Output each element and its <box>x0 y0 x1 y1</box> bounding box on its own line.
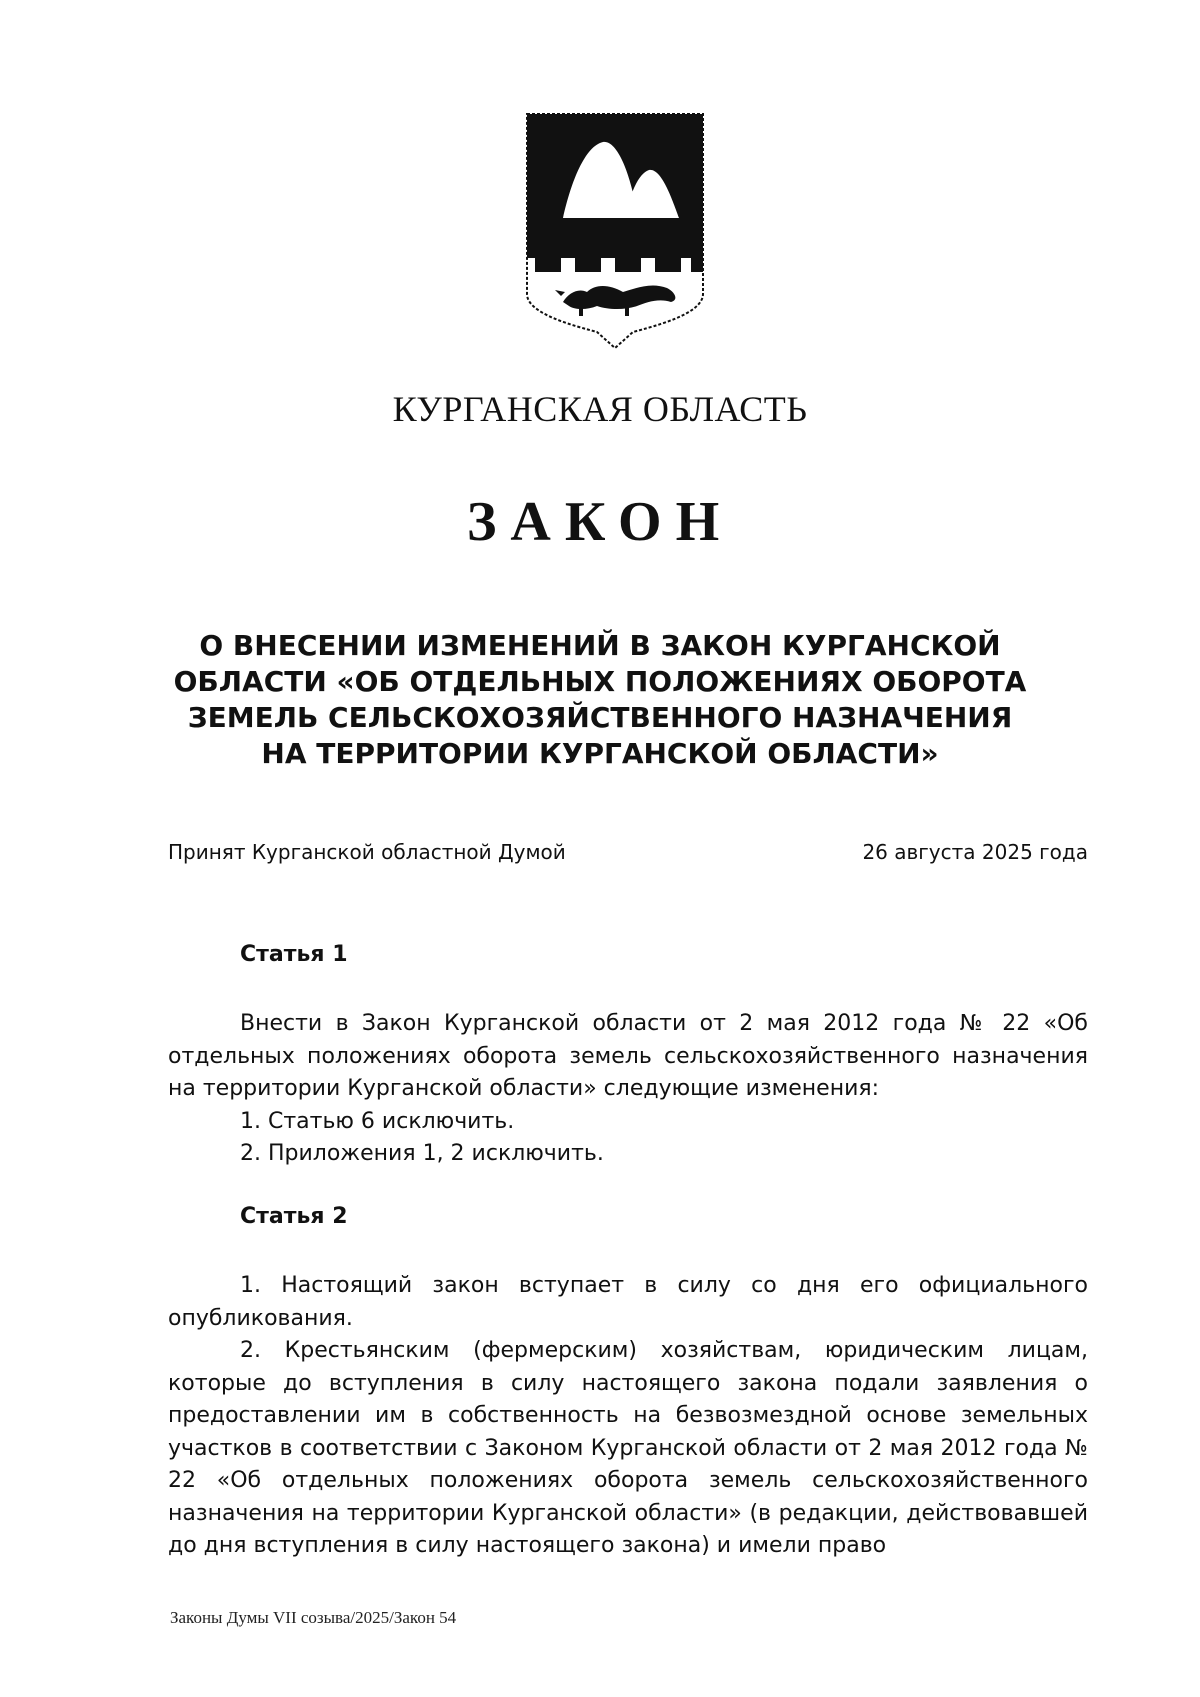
adopted-by: Принят Курганской областной Думой <box>168 840 566 864</box>
document-type: ЗАКОН <box>466 491 734 553</box>
adoption-date: 26 августа 2025 года <box>862 840 1088 864</box>
kurgan-coat-of-arms-icon <box>525 112 705 352</box>
law-title-line: ЗЕМЕЛЬ СЕЛЬСКОХОЗЯЙСТВЕННОГО НАЗНАЧЕНИЯ <box>187 701 1013 734</box>
article-1-heading: Статья 1 <box>240 942 348 967</box>
law-title <box>160 628 1040 772</box>
article-1-item: 1. Статью 6 исключить. <box>240 1108 515 1134</box>
article-2-item: 1. Настоящий закон вступает в силу со дня его официального опубликования. <box>168 1273 1088 1331</box>
article-1-intro: Внести в Закон Курганской области от 2 мая 2012 года № 22 «Об отдельных положениях оборота земель сельскохозяйственного назначения на территории Курганской области» следующие изменения: <box>168 1011 1088 1101</box>
article-2-body <box>168 1270 1088 1563</box>
article-2-item: 2. Крестьянским (фермерским) хозяйствам, юридическим лицам, которые до вступления в силу настоящего закона подали заявления о предоставлении им в собственность на безвозмездной основе земельных участков в соответствии с Законом Курганской области от 2 мая 2012 года № 22 «Об отдельных положениях оборота земель сельскохозяйственного назначения на территории Курганской области» (в редакции, действовавшей до дня вступления в силу настоящего закона) и имели право <box>168 1338 1088 1558</box>
adoption-line <box>168 840 1088 864</box>
coat-of-arms-icon <box>525 112 705 352</box>
article-1-body <box>168 1008 1088 1171</box>
law-title-line: НА ТЕРРИТОРИИ КУРГАНСКОЙ ОБЛАСТИ» <box>261 737 939 770</box>
article-2-heading: Статья 2 <box>240 1204 348 1229</box>
article-1-item: 2. Приложения 1, 2 исключить. <box>240 1141 604 1166</box>
law-title-line: О ВНЕСЕНИИ ИЗМЕНЕНИЙ В ЗАКОН КУРГАНСКОЙ <box>199 629 1001 662</box>
region-name: КУРГАНСКАЯ ОБЛАСТЬ <box>392 389 808 429</box>
law-title-line: ОБЛАСТИ «ОБ ОТДЕЛЬНЫХ ПОЛОЖЕНИЯХ ОБОРОТА <box>173 665 1027 698</box>
footer-document-code: Законы Думы VII созыва/2025/Закон 54 <box>170 1608 457 1627</box>
